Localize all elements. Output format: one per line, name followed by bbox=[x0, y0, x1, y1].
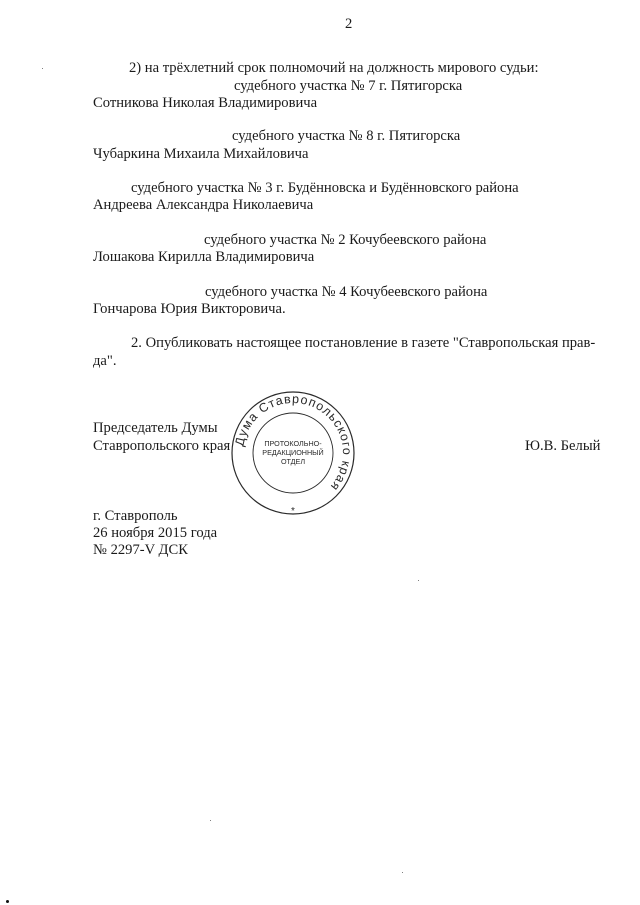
appointment-5-district: судебного участка № 4 Кочубеевского района bbox=[205, 284, 488, 300]
official-stamp bbox=[228, 388, 358, 518]
signatory-name: Ю.В. Белый bbox=[525, 438, 601, 454]
footer-number: № 2297-V ДСК bbox=[93, 542, 188, 558]
scan-speck bbox=[418, 580, 419, 581]
scan-speck bbox=[402, 872, 403, 873]
stamp-center-line-1: ПРОТОКОЛЬНО- bbox=[264, 439, 322, 448]
paragraph-2-line-1: 2. Опубликовать настоящее постановление в газете "Ставропольская прав- bbox=[131, 335, 596, 351]
stamp-center-line-3: ОТДЕЛ bbox=[280, 457, 306, 466]
footer-city: г. Ставрополь bbox=[93, 508, 178, 524]
signatory-title-line-2: Ставропольского края bbox=[93, 438, 231, 454]
appointment-2-name: Чубаркина Михаила Михайловича bbox=[93, 146, 309, 162]
appointment-2-district: судебного участка № 8 г. Пятигорска bbox=[232, 128, 461, 144]
scan-speck bbox=[210, 820, 211, 821]
appointment-4-name: Лошакова Кирилла Владимировича bbox=[93, 249, 315, 265]
stamp-star: * bbox=[291, 506, 295, 517]
appointment-3-name: Андреева Александра Николаевича bbox=[93, 197, 314, 213]
page-number: 2 bbox=[345, 16, 353, 32]
scan-speck bbox=[42, 68, 43, 69]
scan-speck bbox=[6, 900, 9, 903]
appointment-4-district: судебного участка № 2 Кочубеевского района bbox=[204, 232, 487, 248]
appointment-3-district: судебного участка № 3 г. Будённовска и Будённовского района bbox=[131, 180, 519, 196]
stamp-center-line-2: РЕДАКЦИОННЫЙ bbox=[262, 448, 324, 457]
appointment-1-district: судебного участка № 7 г. Пятигорска bbox=[234, 78, 463, 94]
appointment-5-name: Гончарова Юрия Викторовича. bbox=[93, 301, 286, 317]
stamp-ring-text: Дума Ставропольского края bbox=[232, 391, 355, 495]
footer-date: 26 ноября 2015 года bbox=[93, 525, 218, 541]
appointment-1-name: Сотникова Николая Владимировича bbox=[93, 95, 318, 111]
signatory-title-line-1: Председатель Думы bbox=[93, 420, 218, 436]
item-2-intro: 2) на трёхлетний срок полномочий на должность мирового судьи: bbox=[129, 60, 539, 76]
paragraph-2-line-2: да". bbox=[93, 353, 117, 369]
